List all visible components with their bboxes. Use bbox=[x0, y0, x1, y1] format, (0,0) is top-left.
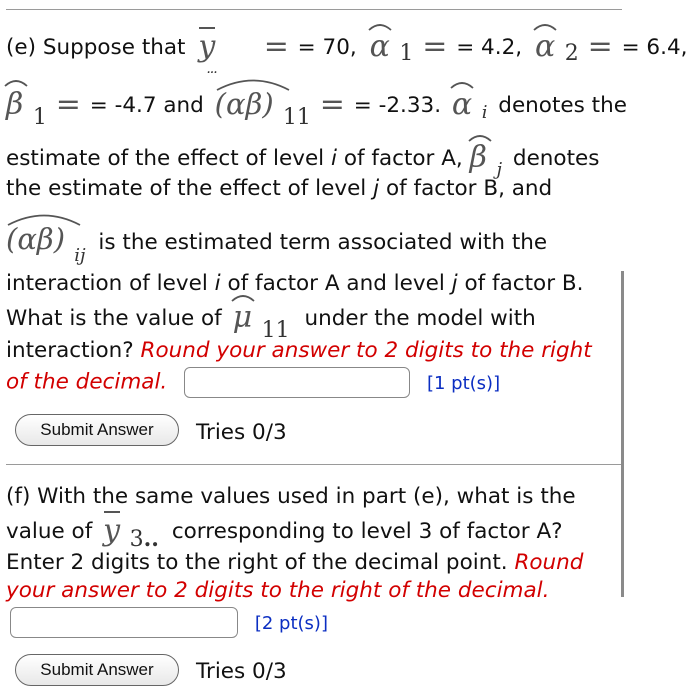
beta-j-subscript: j bbox=[496, 159, 503, 180]
alpha-i-desc: denotes the bbox=[498, 93, 627, 118]
equals-sign: = bbox=[263, 29, 289, 64]
var-i: i bbox=[214, 271, 221, 296]
round-instruction: Round bbox=[514, 550, 584, 575]
text: the estimate of the effect of level bbox=[6, 176, 367, 201]
text: What is the value of bbox=[6, 306, 222, 331]
mu11-symbol: μ bbox=[233, 300, 262, 335]
alpha2-value: = 6.4, bbox=[621, 35, 687, 60]
alpha1-value: = 4.2, bbox=[456, 35, 523, 60]
points-label: [1 pt(s)] bbox=[426, 372, 501, 394]
part-e-intro: (e) Suppose that bbox=[6, 35, 186, 60]
part-e-line-8 bbox=[6, 338, 592, 363]
part-f-line-3 bbox=[6, 550, 583, 575]
points-label: [2 pt(s)] bbox=[254, 612, 328, 634]
text: denotes bbox=[512, 146, 600, 171]
submit-label: Submit Answer bbox=[40, 660, 154, 679]
ybar-dots: ... bbox=[206, 61, 217, 77]
part-f-line-2 bbox=[6, 511, 563, 552]
text: value of bbox=[6, 519, 93, 544]
var-i: i bbox=[331, 146, 337, 171]
beta-j-symbol: β bbox=[470, 140, 497, 175]
alpha1-subscript: 1 bbox=[399, 41, 414, 66]
ybar-symbol: y ... bbox=[198, 29, 225, 64]
var-j: j bbox=[451, 271, 458, 296]
alpha-beta-ij-symbol: (αβ) bbox=[6, 222, 74, 256]
text: is the estimated term associated with the bbox=[98, 230, 548, 255]
part-e-line-7 bbox=[6, 298, 536, 343]
part-e-line-1 bbox=[6, 27, 687, 77]
alpha-beta-ij-subscript: ij bbox=[74, 245, 86, 266]
submit-answer-e-button[interactable] bbox=[15, 414, 179, 446]
text: interaction of level bbox=[6, 271, 208, 296]
tries-f: Tries 0/3 bbox=[196, 659, 287, 684]
tries-e: Tries 0/3 bbox=[196, 420, 287, 445]
answer-f-input[interactable] bbox=[10, 607, 238, 638]
alpha2-symbol: α bbox=[535, 29, 565, 64]
text: corresponding to level 3 of factor A? bbox=[171, 519, 563, 544]
part-f-input-row bbox=[10, 607, 328, 638]
part-e-line-6 bbox=[6, 271, 583, 296]
round-instruction: Round your answer to 2 digits to the right bbox=[140, 338, 592, 363]
mu-subscript: 11 bbox=[261, 318, 290, 343]
equals-sign: = bbox=[319, 87, 345, 122]
equals-sign: = bbox=[587, 29, 613, 64]
alpha2-subscript: 2 bbox=[564, 41, 579, 66]
text: of factor B, and bbox=[385, 176, 553, 201]
ybar3-subscript: 3.. bbox=[129, 526, 159, 552]
text: Enter 2 digits to the right of the decimal point. bbox=[6, 550, 508, 575]
beta1-symbol: β bbox=[6, 87, 33, 122]
top-divider bbox=[6, 9, 622, 10]
text: of factor A and level bbox=[227, 271, 445, 296]
part-e-line-5 bbox=[6, 222, 548, 266]
alpha-beta-11-symbol: (αβ) bbox=[215, 87, 283, 121]
section-divider bbox=[6, 464, 622, 465]
alpha-i-subscript: i bbox=[481, 102, 488, 123]
equals-sign: = bbox=[422, 29, 448, 64]
equals-sign: = bbox=[55, 87, 81, 122]
alpha-beta-subscript: 11 bbox=[282, 105, 311, 130]
text: estimate of the effect of level bbox=[6, 146, 325, 171]
ybar3-symbol: y bbox=[103, 513, 130, 548]
var-j: j bbox=[373, 176, 380, 201]
round-instruction: of the decimal. bbox=[6, 369, 168, 395]
text: of factor A, bbox=[343, 146, 463, 171]
hat-accent bbox=[4, 79, 28, 87]
part-f-line-4 bbox=[6, 578, 549, 603]
part-e-line-9 bbox=[6, 367, 500, 398]
scrollbar-track[interactable] bbox=[621, 271, 624, 597]
alpha1-symbol: α bbox=[370, 29, 400, 64]
alpha-beta-11-value: = -2.33. bbox=[353, 93, 442, 118]
alpha-i-symbol: α bbox=[452, 87, 482, 122]
beta1-subscript: 1 bbox=[32, 105, 47, 130]
text: interaction? bbox=[6, 338, 134, 363]
beta1-value: = -4.7 and bbox=[89, 93, 204, 118]
text: of factor B. bbox=[464, 271, 584, 296]
submit-label: Submit Answer bbox=[40, 420, 154, 439]
submit-answer-f-button[interactable] bbox=[15, 654, 179, 686]
part-f-line-1: (f) With the same values used in part (e), what is the bbox=[6, 484, 576, 509]
part-e-line-4 bbox=[6, 176, 552, 201]
ybar-value: = 70, bbox=[297, 35, 357, 60]
round-instruction: your answer to 2 digits to the right of the decimal. bbox=[6, 578, 550, 603]
part-e-line-2 bbox=[6, 85, 627, 130]
answer-e-input[interactable] bbox=[184, 367, 410, 398]
part-e-line-3 bbox=[6, 138, 600, 180]
text: under the model with bbox=[304, 306, 536, 331]
